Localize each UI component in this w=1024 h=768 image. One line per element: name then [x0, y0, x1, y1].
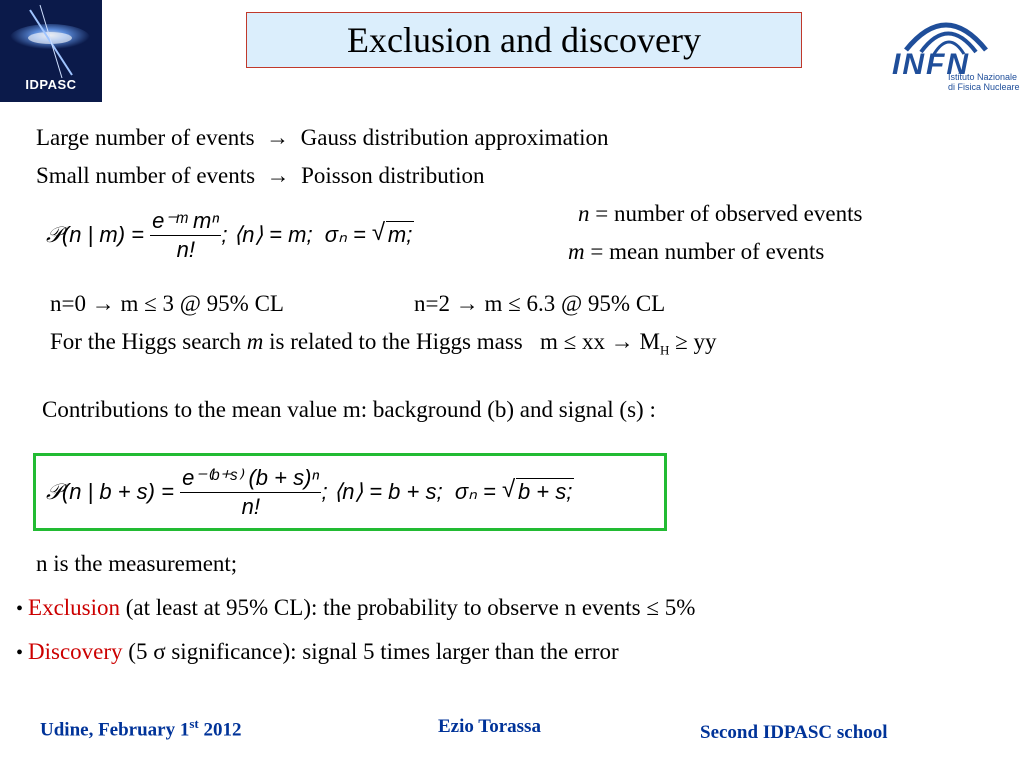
footer-date-sup: st [189, 716, 199, 731]
formula-numerator: e⁻ᵐ mⁿ [150, 208, 221, 236]
formula2-numerator: e⁻⁽ᵇ⁺ˢ⁾ (b + s)ⁿ [180, 465, 321, 493]
formula2-sigma: σₙ = [454, 479, 496, 504]
higgs-text-d: ≥ yy [675, 329, 717, 354]
gauss-suffix: Gauss distribution approximation [300, 125, 609, 150]
footer-author: Ezio Torassa [438, 716, 541, 737]
formula-root: m; [387, 222, 413, 247]
def-n-var: n [578, 201, 590, 226]
formula-sigma: σₙ = [324, 222, 366, 247]
formula-denominator: n! [176, 236, 195, 262]
formula2-lhs: 𝒫(n | b + s) = [46, 479, 174, 504]
formula-lhs: 𝒫(n | m) = [46, 222, 144, 247]
formula-mean: ; ⟨n⟩ = m; [221, 222, 313, 247]
poisson-prefix: Small number of events [36, 163, 256, 188]
bullet-dot-icon: • [16, 598, 29, 620]
gauss-prefix: Large number of events [36, 125, 255, 150]
higgs-text-a: For the Higgs search [50, 329, 241, 354]
contributions-line: Contributions to the mean value m: background (b) and signal (s) : [42, 397, 656, 422]
def-n-text: = number of observed events [595, 201, 863, 226]
signal-formula [46, 456, 574, 528]
measurement-line: n is the measurement; [36, 551, 238, 576]
formula2-mean: ; ⟨n⟩ = b + s; [321, 479, 443, 504]
limit-n0: n=0 → m ≤ 3 @ 95% CL [50, 291, 284, 316]
infn-logo-word: INFN [892, 48, 970, 81]
line-poisson [36, 164, 485, 187]
footer-event: Second IDPASC school [700, 722, 888, 743]
poisson-formula [46, 200, 414, 270]
slide-title-text: Exclusion and discovery [347, 20, 701, 60]
formula-fraction [150, 208, 221, 263]
idpasc-logo [0, 0, 102, 102]
def-m-var: m [568, 239, 585, 264]
infn-logo-sub-line1: Istituto Nazionale [948, 72, 1018, 82]
higgs-m: m [246, 329, 264, 354]
exclusion-text: (at least at 95% CL): the probability to observe n events ≤ 5% [125, 595, 696, 620]
bullet-exclusion [16, 596, 695, 619]
bullet-discovery [16, 640, 619, 663]
arrow-icon: → [260, 163, 296, 188]
exclusion-label: Exclusion [28, 595, 121, 620]
higgs-line [50, 330, 716, 357]
bullet-dot-icon: • [16, 642, 29, 664]
formula2-root: b + s; [517, 479, 573, 504]
sqrt-symbol-2 [502, 479, 574, 505]
higgs-text-b: is related to the Higgs mass [269, 329, 523, 354]
higgs-subscript: H [659, 342, 670, 358]
sqrt-symbol [372, 222, 414, 248]
formula2-fraction [180, 465, 321, 520]
infn-logo-subtitle [948, 72, 1024, 92]
line-gauss [36, 126, 609, 149]
discovery-label: Discovery [28, 639, 123, 664]
footer-date-year: 2012 [198, 719, 242, 741]
arrow-icon: → [260, 125, 295, 150]
limit-n2: n=2 → m ≤ 6.3 @ 95% CL [414, 291, 666, 316]
slide-title [246, 12, 802, 68]
idpasc-logo-text: IDPASC [25, 77, 77, 92]
poisson-suffix: Poisson distribution [301, 163, 485, 188]
footer-date [40, 716, 242, 741]
higgs-text-c: m ≤ xx → M [539, 329, 660, 354]
infn-logo-sub-line2: di Fisica Nucleare [948, 82, 1020, 92]
discovery-text: (5 σ significance): signal 5 times larger than the error [128, 639, 619, 664]
def-n [578, 202, 862, 225]
def-m-text: = mean number of events [590, 239, 825, 264]
def-m [568, 240, 824, 263]
infn-logo [886, 10, 1024, 100]
formula2-denominator: n! [241, 493, 260, 519]
footer-date-text: Udine, February 1 [40, 719, 190, 741]
